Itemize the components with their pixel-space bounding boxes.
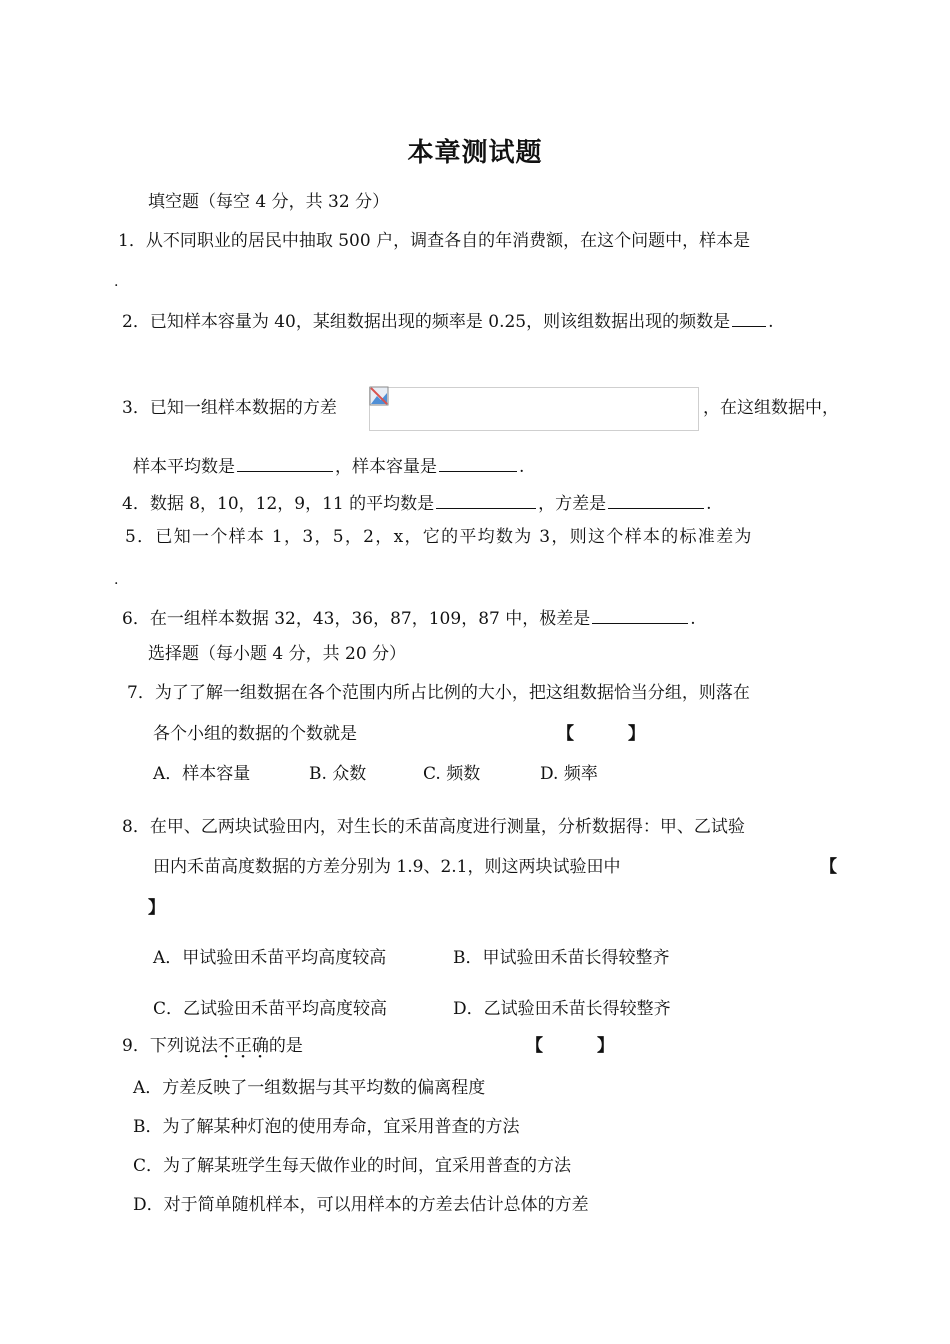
- question-3-line2: [133, 453, 524, 479]
- q8-option-a: A．甲试验田禾苗平均高度较高: [153, 948, 387, 968]
- question-4-end: .: [706, 494, 712, 514]
- answer-bracket-close: 】: [148, 898, 165, 918]
- question-4-text: 4．数据 8，10，12，9，11 的平均数是: [122, 494, 435, 514]
- answer-blank[interactable]: [608, 490, 704, 509]
- answer-bracket-open: 【: [820, 857, 837, 877]
- answer-blank[interactable]: [592, 605, 688, 624]
- answer-bracket-close: 】: [628, 724, 645, 744]
- answer-blank[interactable]: [436, 490, 536, 509]
- question-2-end: .: [768, 312, 774, 332]
- answer-bracket-open: 【: [557, 724, 574, 744]
- question-2-text: 2．已知样本容量为 40，某组数据出现的频率是 0.25，则该组数据出现的频数是: [122, 312, 731, 332]
- emphasis-char: 正: [234, 1036, 252, 1056]
- question-6: [122, 605, 696, 631]
- question-1: 1．从不同职业的居民中抽取 500 户，调查各自的年消费额，在这个问题中，样本是: [118, 231, 751, 251]
- emphasis-char: 不: [217, 1036, 235, 1056]
- answer-blank[interactable]: [237, 453, 333, 472]
- q7-option-d: D. 频率: [540, 764, 598, 784]
- emphasis-char: 确: [251, 1036, 269, 1056]
- question-8-line2: 田内禾苗高度数据的方差分别为 1.9、2.1，则这两块试验田中: [153, 857, 621, 877]
- question-8-line1: 8．在甲、乙两块试验田内，对生长的禾苗高度进行测量，分析数据得：甲、乙试验: [122, 817, 745, 837]
- question-7-line1: 7．为了了解一组数据在各个范围内所占比例的大小，把这组数据恰当分组，则落在: [127, 683, 750, 703]
- q9-option-b: B．为了解某种灯泡的使用寿命，宜采用普查的方法: [133, 1117, 520, 1137]
- question-1-end: .: [114, 274, 119, 290]
- question-7-line2: 各个小组的数据的个数就是: [153, 724, 357, 744]
- question-9-prefix: 9．下列说法: [122, 1036, 218, 1056]
- q9-option-d: D．对于简单随机样本，可以用样本的方差去估计总体的方差: [133, 1195, 589, 1215]
- q8-option-c: C．乙试验田禾苗平均高度较高: [153, 999, 388, 1019]
- question-3-end: .: [519, 457, 525, 477]
- answer-bracket-close: 】: [597, 1036, 614, 1056]
- q8-option-b: B．甲试验田禾苗长得较整齐: [453, 948, 670, 968]
- question-6-text: 6．在一组样本数据 32，43，36，87，109，87 中，极差是: [122, 609, 591, 629]
- q7-option-b: B. 众数: [309, 764, 367, 784]
- question-5-end: .: [114, 572, 119, 588]
- question-3-text: 3．已知一组样本数据的方差: [122, 398, 337, 418]
- question-3-after: ，在这组数据中，: [703, 398, 839, 418]
- q7-option-c: C. 频数: [423, 764, 481, 784]
- question-2: [122, 308, 774, 334]
- question-4: [122, 490, 712, 516]
- broken-image-placeholder: [369, 387, 699, 431]
- q3-size-label: ，样本容量是: [335, 457, 437, 477]
- q8-option-d: D．乙试验田禾苗长得较整齐: [453, 999, 671, 1019]
- q9-option-a: A．方差反映了一组数据与其平均数的偏离程度: [133, 1078, 486, 1098]
- question-5: 5．已知一个样本 1，3，5，2，x，它的平均数为 3，则这个样本的标准差为: [125, 527, 753, 547]
- section-choice-heading: 选择题（每小题 4 分，共 20 分）: [148, 644, 407, 664]
- q9-option-c: C．为了解某班学生每天做作业的时间，宜采用普查的方法: [133, 1156, 572, 1176]
- broken-image-icon: [369, 386, 389, 406]
- q3-mean-label: 样本平均数是: [133, 457, 235, 477]
- question-4-mid: ，方差是: [538, 494, 607, 514]
- answer-bracket-open: 【: [526, 1036, 543, 1056]
- q7-option-a: A．样本容量: [153, 764, 251, 784]
- section-fill-in-heading: 填空题（每空 4 分，共 32 分）: [148, 192, 390, 212]
- answer-blank[interactable]: [732, 308, 766, 327]
- question-6-end: .: [690, 609, 696, 629]
- page-title: 本章测试题: [407, 138, 543, 168]
- question-9: [122, 1034, 303, 1058]
- answer-blank[interactable]: [439, 453, 517, 472]
- question-9-suffix: 的是: [268, 1036, 303, 1056]
